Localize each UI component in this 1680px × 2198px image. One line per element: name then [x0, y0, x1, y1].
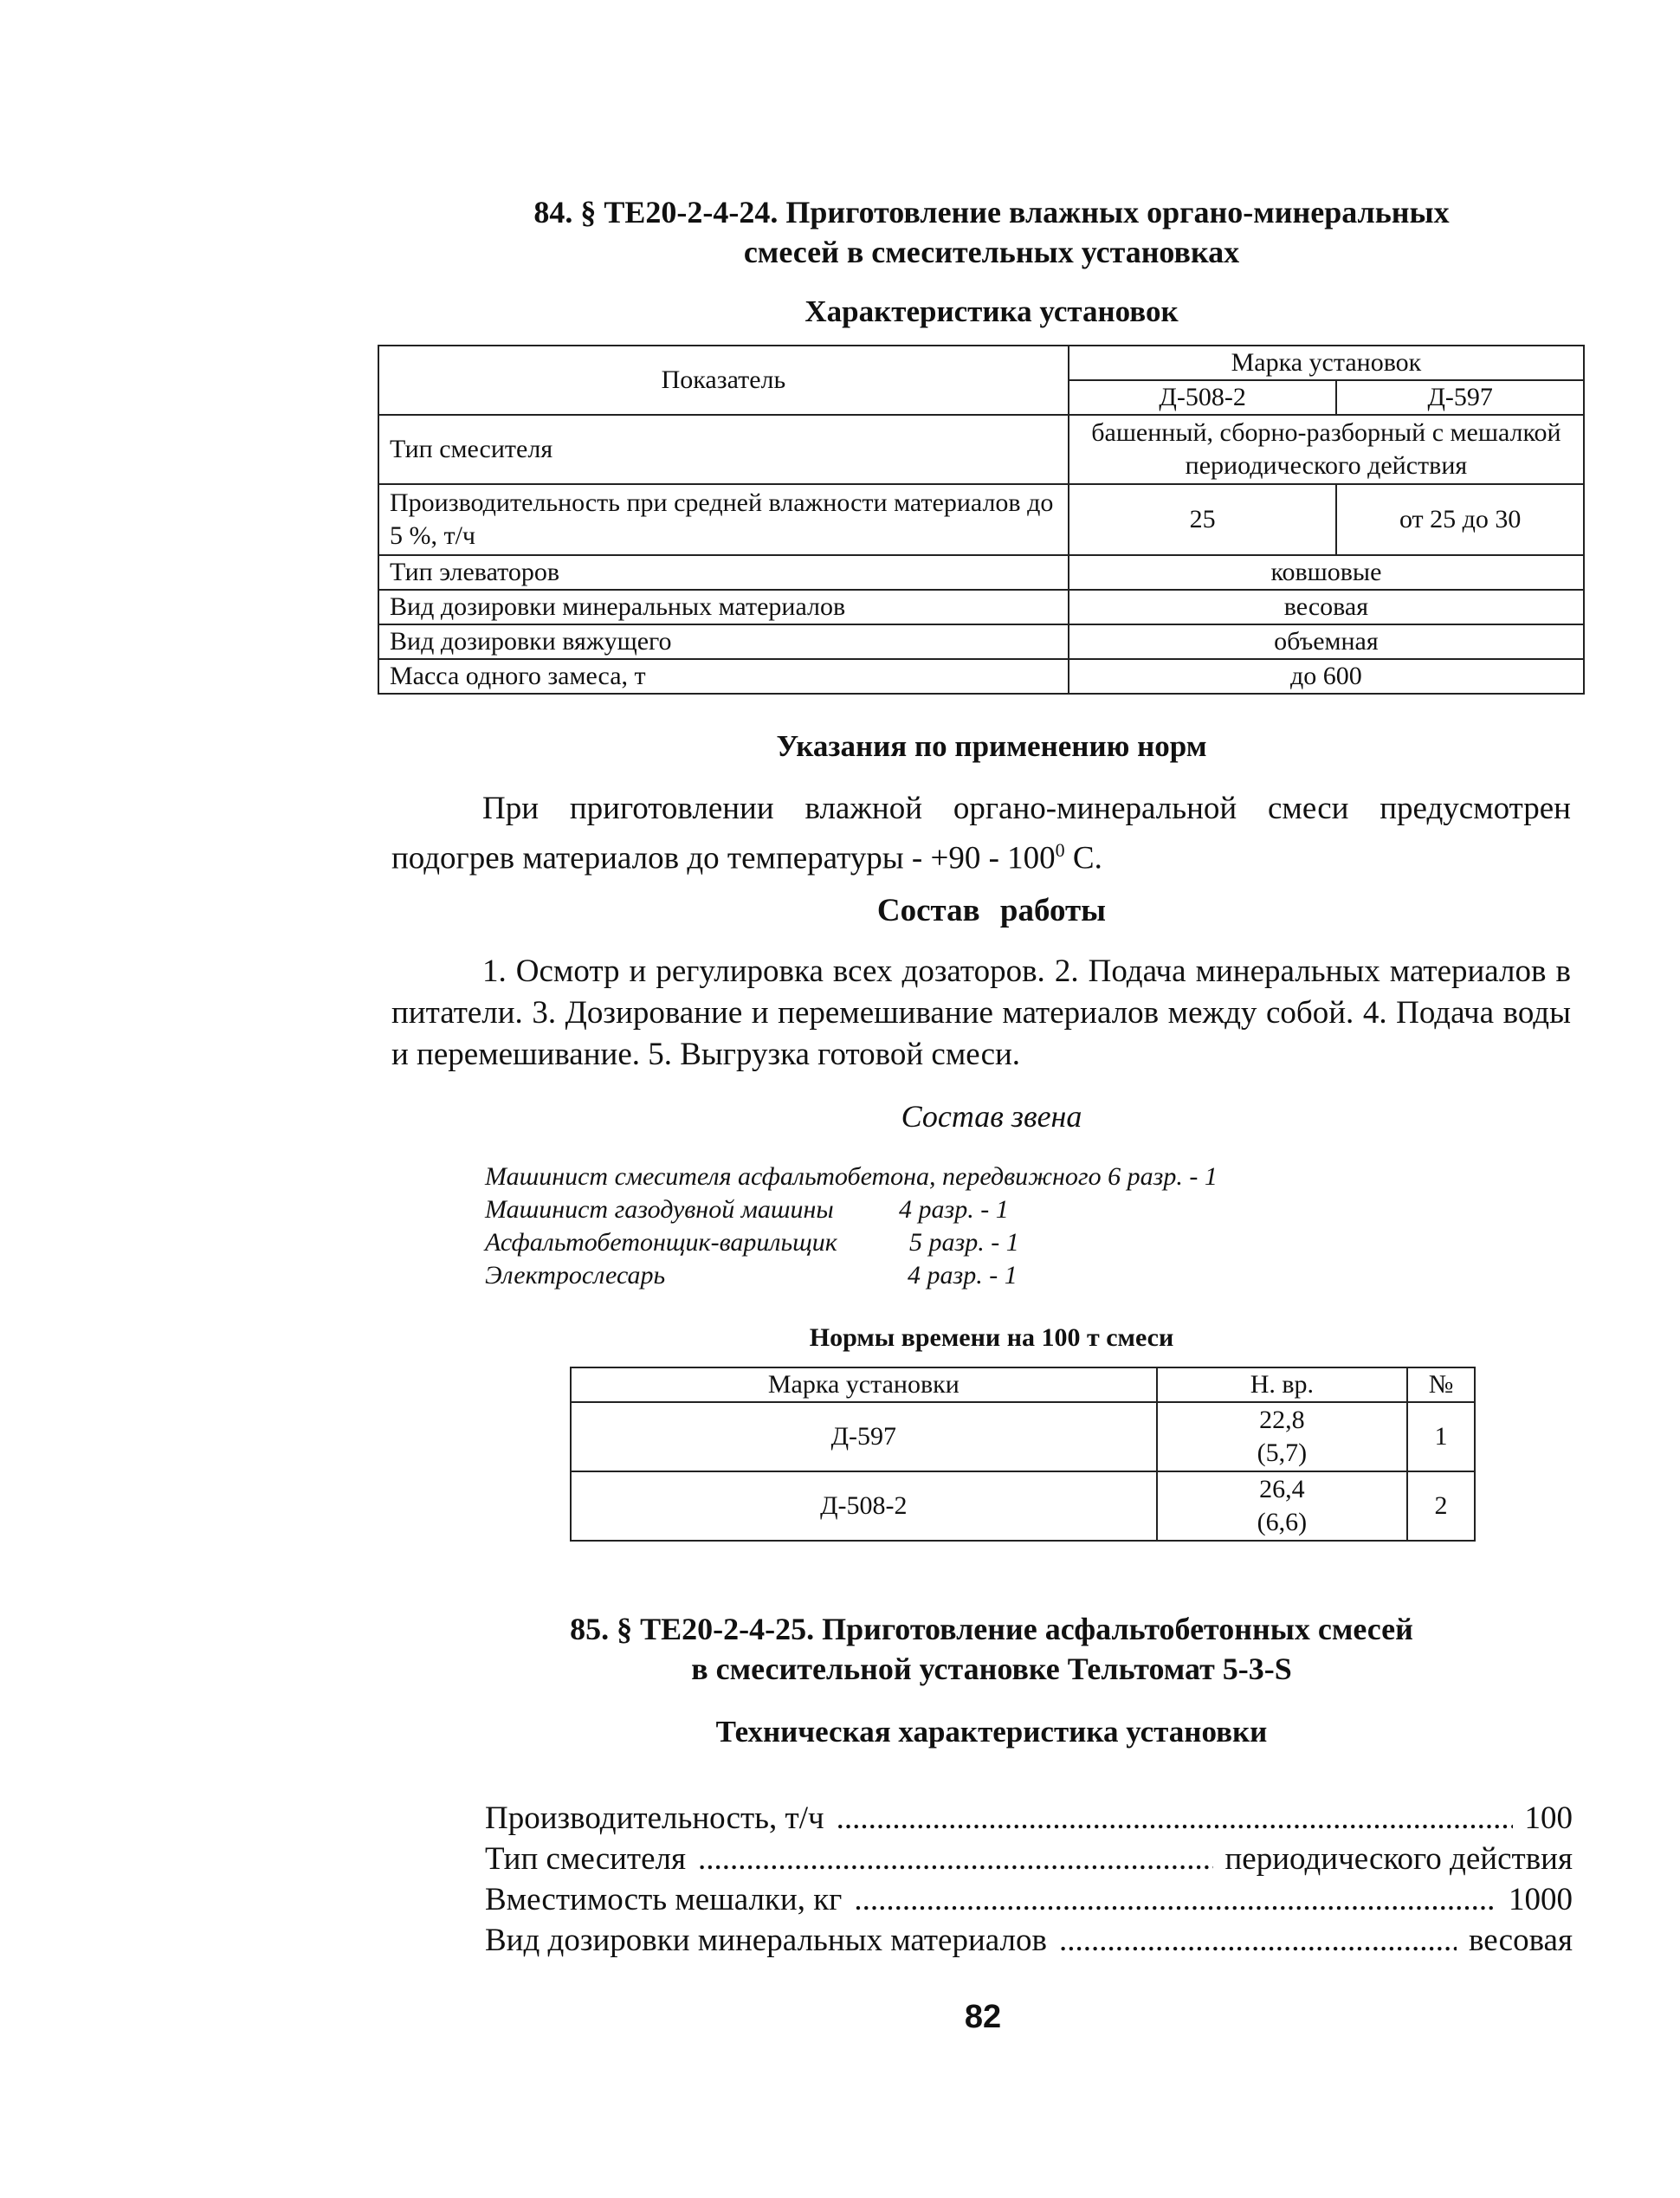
- crew-member-grade: 4 разр. - 1: [908, 1261, 1018, 1290]
- row-time-norm: [1157, 1402, 1407, 1471]
- spec-value: весовая: [1469, 1923, 1573, 1958]
- spec-value: 100: [1524, 1800, 1573, 1836]
- characteristics-table: [378, 345, 1585, 695]
- table-row: [378, 484, 1584, 555]
- spec-row: [485, 1798, 1573, 1839]
- norms-title: Нормы времени на 100 т смеси: [809, 1323, 1174, 1352]
- crew-member: [485, 1226, 1438, 1259]
- header-number: №: [1407, 1367, 1475, 1402]
- spec-label: Производительность, т/ч: [485, 1800, 824, 1836]
- row-label: Тип элеваторов: [378, 555, 1069, 590]
- crew-member-name: Асфальтобетонщик-варильщик: [485, 1228, 837, 1257]
- spec-value: 1000: [1509, 1882, 1573, 1917]
- row-value: ковшовые: [1069, 555, 1584, 590]
- time-norm-value: 22,8: [1259, 1406, 1305, 1434]
- crew-member: [485, 1259, 1438, 1292]
- section-84-title-line2: смесей в смесительных установках: [743, 235, 1240, 269]
- crew-member-grade: 5 разр. - 1: [909, 1228, 1019, 1257]
- section-84-title-line1: 84. § ТЕ20-2-4-24. Приготовление влажных органо-минеральных: [533, 195, 1450, 229]
- instructions-text-main: При приготовлении влажной органо-минеральной смеси предусмотрен подогрев материалов до температуры - +90 - 100: [391, 791, 1571, 876]
- row-value: весовая: [1069, 590, 1584, 624]
- tech-spec-list: [485, 1798, 1573, 1961]
- header-brand-d508: Д-508-2: [1069, 380, 1337, 415]
- crew-member: Машинист смесителя асфальтобетона, передвижного 6 разр. - 1: [485, 1162, 1218, 1191]
- table-row: [378, 415, 1584, 484]
- row-label: Масса одного замеса, т: [378, 659, 1069, 694]
- spec-leader-dots: [854, 1879, 1496, 1920]
- crew-member: [485, 1193, 1438, 1226]
- section-85-title: [381, 1609, 1602, 1689]
- row-value: объемная: [1069, 624, 1584, 659]
- row-number: 2: [1407, 1471, 1475, 1541]
- tech-title: Техническая характеристика установки: [715, 1715, 1268, 1749]
- table-row: [378, 590, 1584, 624]
- time-norm-value: 26,4: [1259, 1475, 1305, 1503]
- row-time-norm: [1157, 1471, 1407, 1541]
- row-value: до 600: [1069, 659, 1584, 694]
- spec-label: Вместимость мешалки, кг: [485, 1882, 843, 1917]
- table-row: [378, 659, 1584, 694]
- spec-leader-dots: [837, 1798, 1513, 1839]
- norms-table: [570, 1367, 1476, 1542]
- time-norm-machine: (6,6): [1257, 1508, 1308, 1536]
- table-row: [571, 1471, 1475, 1541]
- spec-row: [485, 1839, 1573, 1879]
- row-brand: Д-597: [571, 1402, 1157, 1471]
- spec-row: [485, 1879, 1573, 1920]
- spec-row: [485, 1920, 1573, 1961]
- row-label: Производительность при средней влажности материалов до 5 %, т/ч: [378, 484, 1069, 555]
- section-85-title-line1: 85. § ТЕ20-2-4-25. Приготовление асфальтобетонных смесей: [570, 1612, 1413, 1646]
- crew-list: [485, 1160, 1438, 1292]
- table-row: [571, 1402, 1475, 1471]
- crew-title: Состав звена: [901, 1099, 1082, 1134]
- spec-label: Тип смесителя: [485, 1841, 687, 1877]
- spec-leader-dots: [1059, 1920, 1457, 1961]
- page-number: 82: [964, 1999, 1002, 2035]
- section-85-title-line2: в смесительной установке Тельтомат 5-3-S: [691, 1652, 1292, 1686]
- crew-member-name: Машинист газодувной машины: [485, 1195, 834, 1224]
- instructions-title: Указания по применению норм: [776, 729, 1207, 763]
- header-time-norm: Н. вр.: [1157, 1367, 1407, 1402]
- row-value-d508: 25: [1069, 484, 1337, 555]
- table-row: [378, 555, 1584, 590]
- row-label: Вид дозировки минеральных материалов: [378, 590, 1069, 624]
- table-row: [378, 624, 1584, 659]
- characteristics-title: Характеристика установок: [804, 294, 1179, 328]
- header-brand-d597: Д-597: [1336, 380, 1584, 415]
- header-brand: Марка установок: [1069, 346, 1584, 380]
- spec-leader-dots: [698, 1839, 1212, 1879]
- work-text: 1. Осмотр и регулировка всех дозаторов. 2. Подача минеральных материалов в питатели. 3. Дозирование и перемешивание материалов между собой. 4. Подача воды и перемешивание. 5. Выгрузка готовой смеси.: [391, 954, 1571, 1072]
- row-value: башенный, сборно-разборный с мешалкой периодического действия: [1069, 415, 1584, 484]
- crew-member-grade: 4 разр. - 1: [899, 1195, 1009, 1224]
- spec-value: периодического действия: [1224, 1841, 1573, 1877]
- row-brand: Д-508-2: [571, 1471, 1157, 1541]
- row-label: Вид дозировки вяжущего: [378, 624, 1069, 659]
- section-84-title: [381, 192, 1602, 272]
- time-norm-machine: (5,7): [1257, 1438, 1308, 1467]
- spec-label: Вид дозировки минеральных материалов: [485, 1923, 1047, 1958]
- crew-member-name: Электрослесарь: [485, 1261, 666, 1290]
- instructions-text-unit: С.: [1064, 840, 1102, 876]
- row-label: Тип смесителя: [378, 415, 1069, 484]
- row-value-d597: от 25 до 30: [1336, 484, 1584, 555]
- row-number: 1: [1407, 1402, 1475, 1471]
- header-brand: Марка установки: [571, 1367, 1157, 1402]
- degree-superscript: 0: [1055, 839, 1065, 861]
- work-title: Состав работы: [876, 893, 1107, 928]
- instructions-text: [391, 788, 1571, 879]
- header-indicator: Показатель: [378, 346, 1069, 415]
